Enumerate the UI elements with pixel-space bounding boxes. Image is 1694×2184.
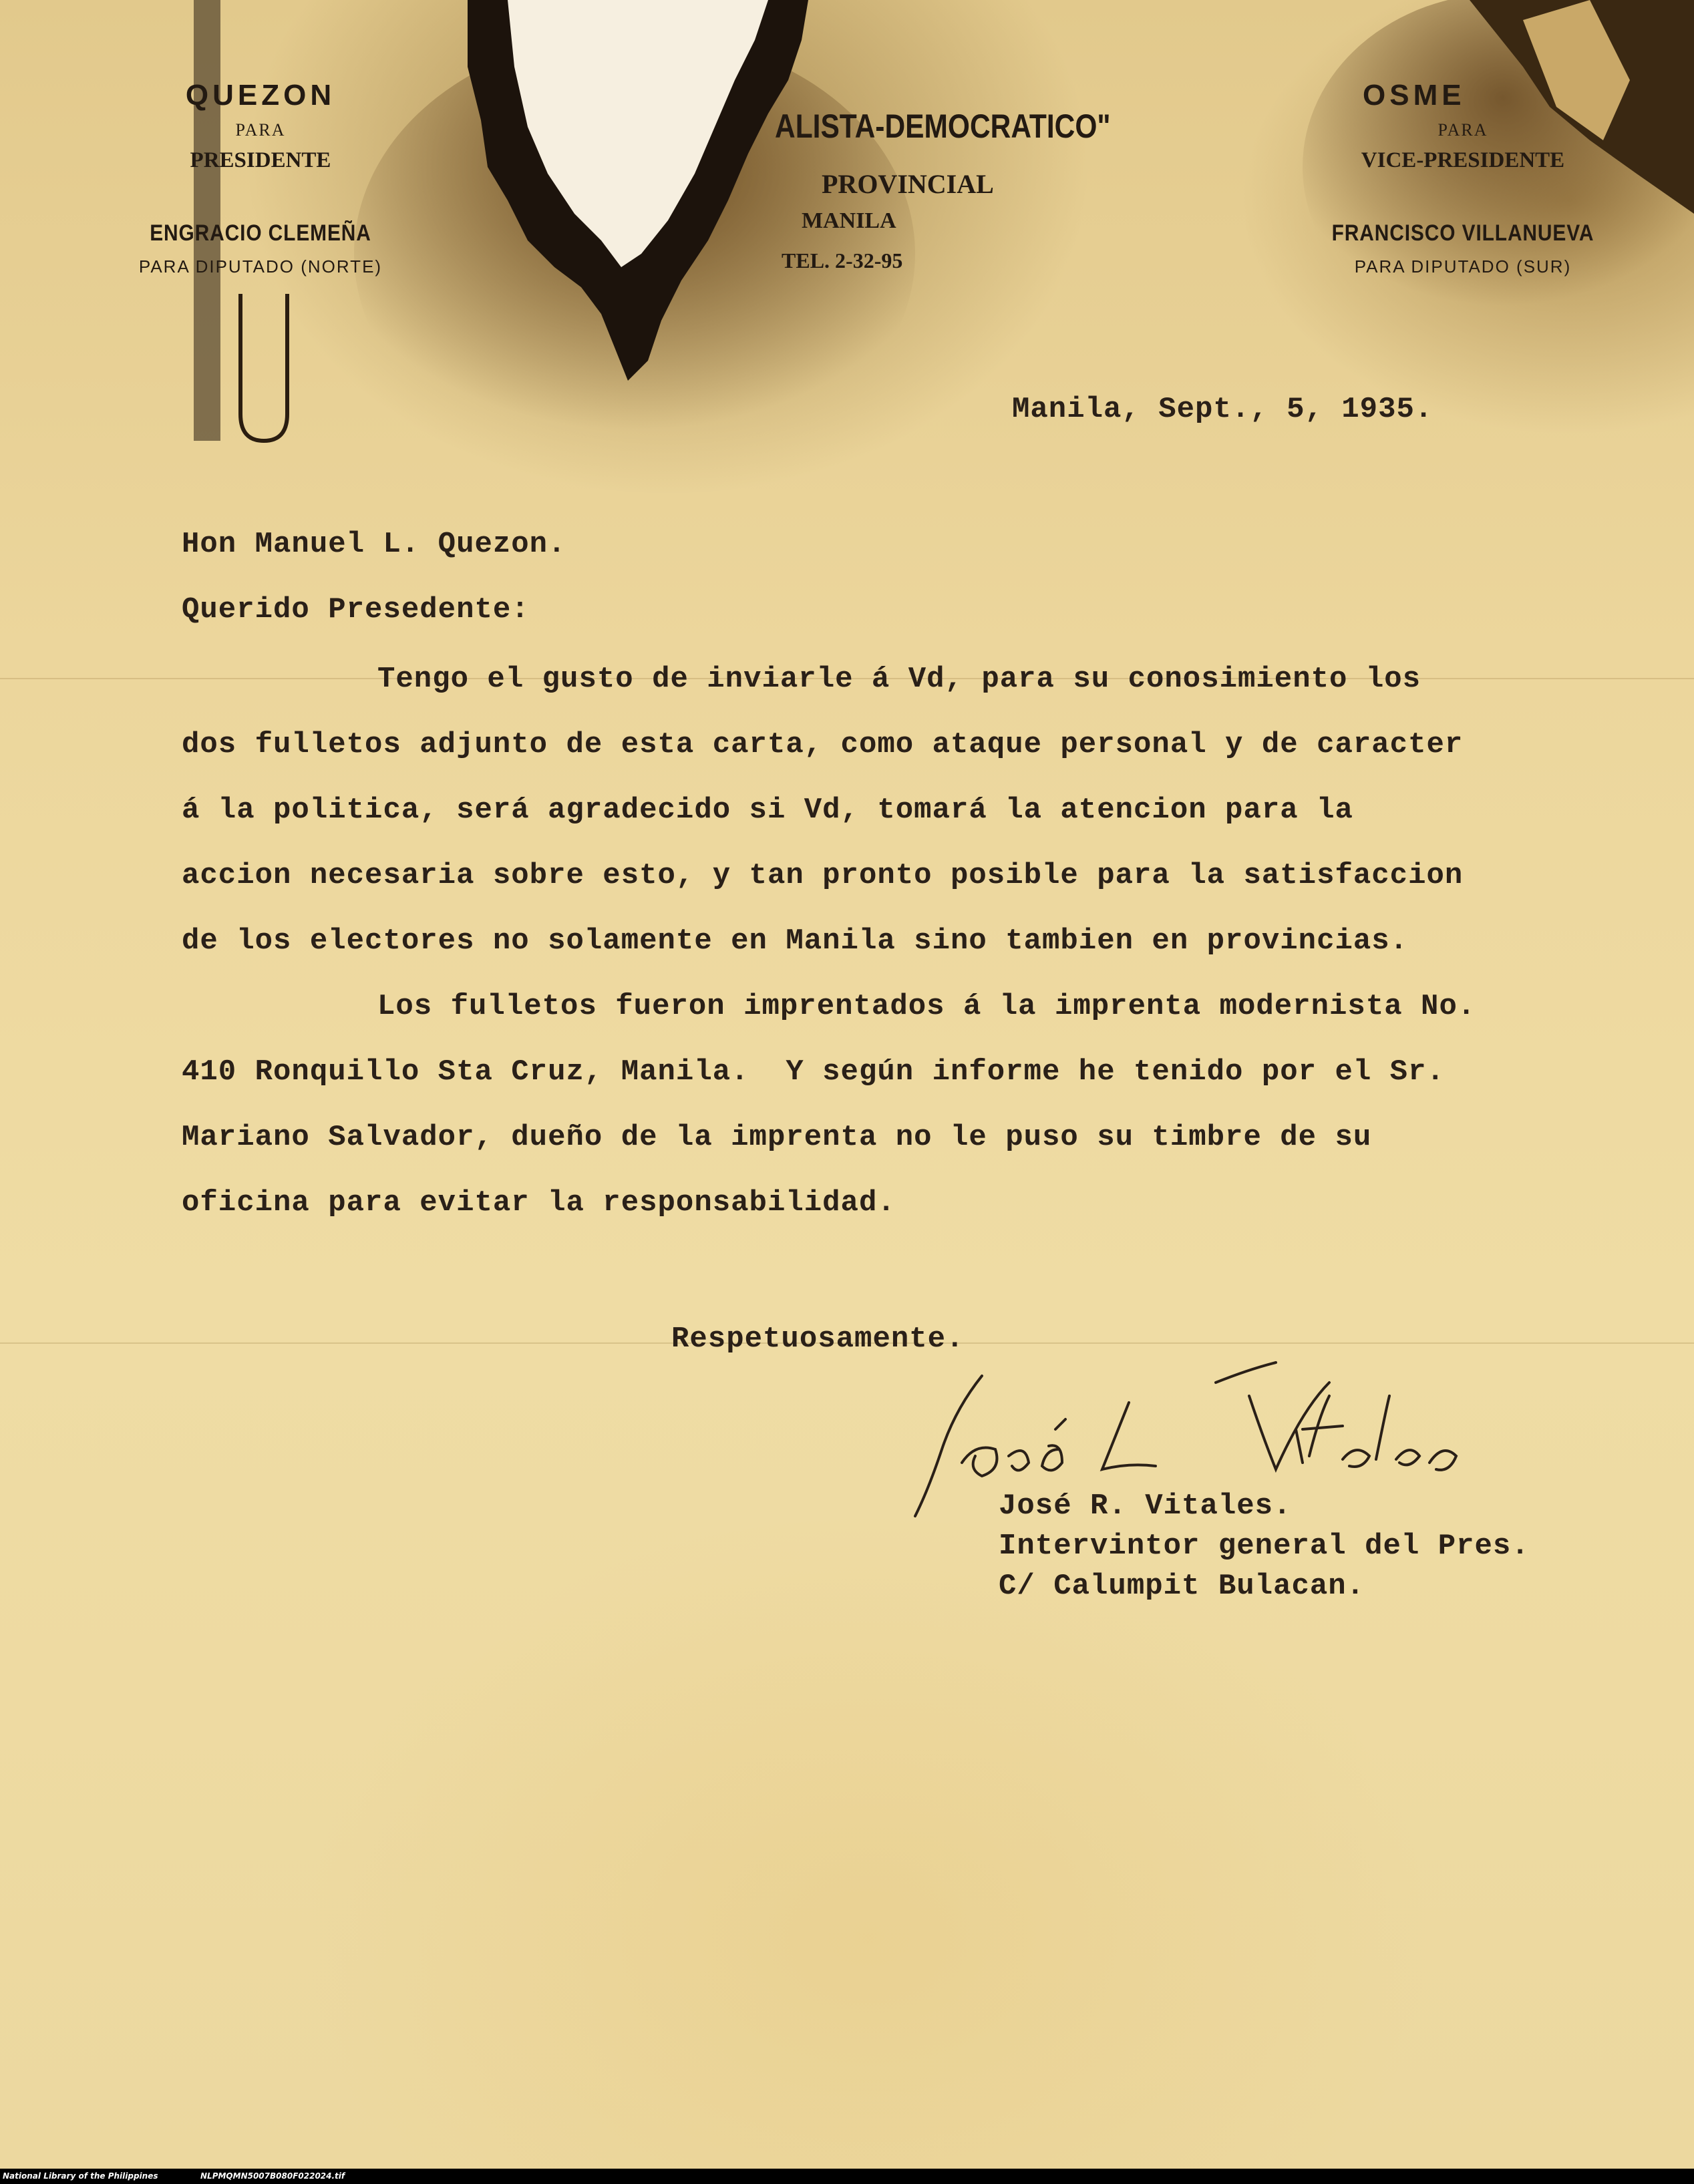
left-deputy-name: ENGRACIO CLEMEÑA: [150, 220, 371, 246]
right-office: VICE-PRESIDENTE: [1361, 148, 1565, 172]
paragraph-1-line: Tengo el gusto de inviarle á Vd, para su conosimiento los: [377, 663, 1421, 696]
party-name: ALISTA-DEMOCRATICO": [775, 108, 1111, 145]
signer-location: C/ Calumpit Bulacan.: [999, 1570, 1365, 1603]
recipient: Hon Manuel L. Quezon.: [182, 528, 566, 561]
archive-footer: [0, 2169, 1694, 2184]
paragraph-2-line: 410 Ronquillo Sta Cruz, Manila. Y según informe he tenido por el Sr.: [182, 1055, 1445, 1089]
salutation: Querido Presedente:: [182, 593, 530, 626]
left-deputy-office: PARA DIPUTADO (NORTE): [138, 256, 383, 277]
file-id: NLPMQMN5007B080F022024.tif: [200, 2171, 345, 2181]
paragraph-2-line: oficina para evitar la responsabilidad.: [182, 1186, 896, 1220]
paragraph-1-line: á la politica, será agradecido si Vd, tomará la atencion para la: [182, 793, 1353, 827]
left-candidate: QUEZON: [185, 79, 336, 112]
signer-title: Intervintor general del Pres.: [999, 1529, 1530, 1563]
closing: Respetuosamente.: [671, 1322, 965, 1356]
paragraph-1-line: dos fulletos adjunto de esta carta, como ataque personal y de caracter: [182, 728, 1464, 761]
paragraph-2-line: Mariano Salvador, dueño de la imprenta no le puso su timbre de su: [182, 1121, 1372, 1154]
library-name: National Library of the Philippines: [3, 2171, 158, 2181]
right-para: PARA: [1437, 120, 1488, 140]
paragraph-2-line: Los fulletos fueron imprentados á la imprenta modernista No.: [377, 990, 1476, 1023]
signer-name: José R. Vitales.: [999, 1489, 1292, 1523]
city-name: MANILA: [802, 208, 896, 233]
paragraph-1-line: de los electores no solamente en Manila sino tambien en provincias.: [182, 924, 1409, 958]
right-deputy-name: FRANCISCO VILLANUEVA: [1331, 220, 1594, 246]
left-para: PARA: [235, 120, 286, 140]
right-deputy-office: PARA DIPUTADO (SUR): [1354, 256, 1572, 277]
paragraph-1-line: accion necesaria sobre esto, y tan pronto posible para la satisfaccion: [182, 859, 1464, 892]
phone-number: TEL. 2-32-95: [782, 248, 903, 272]
letter-date: Manila, Sept., 5, 1935.: [1012, 393, 1433, 426]
right-candidate: OSME: [1363, 79, 1466, 112]
committee-name: PROVINCIAL: [822, 169, 994, 199]
left-office: PRESIDENTE: [190, 148, 331, 172]
